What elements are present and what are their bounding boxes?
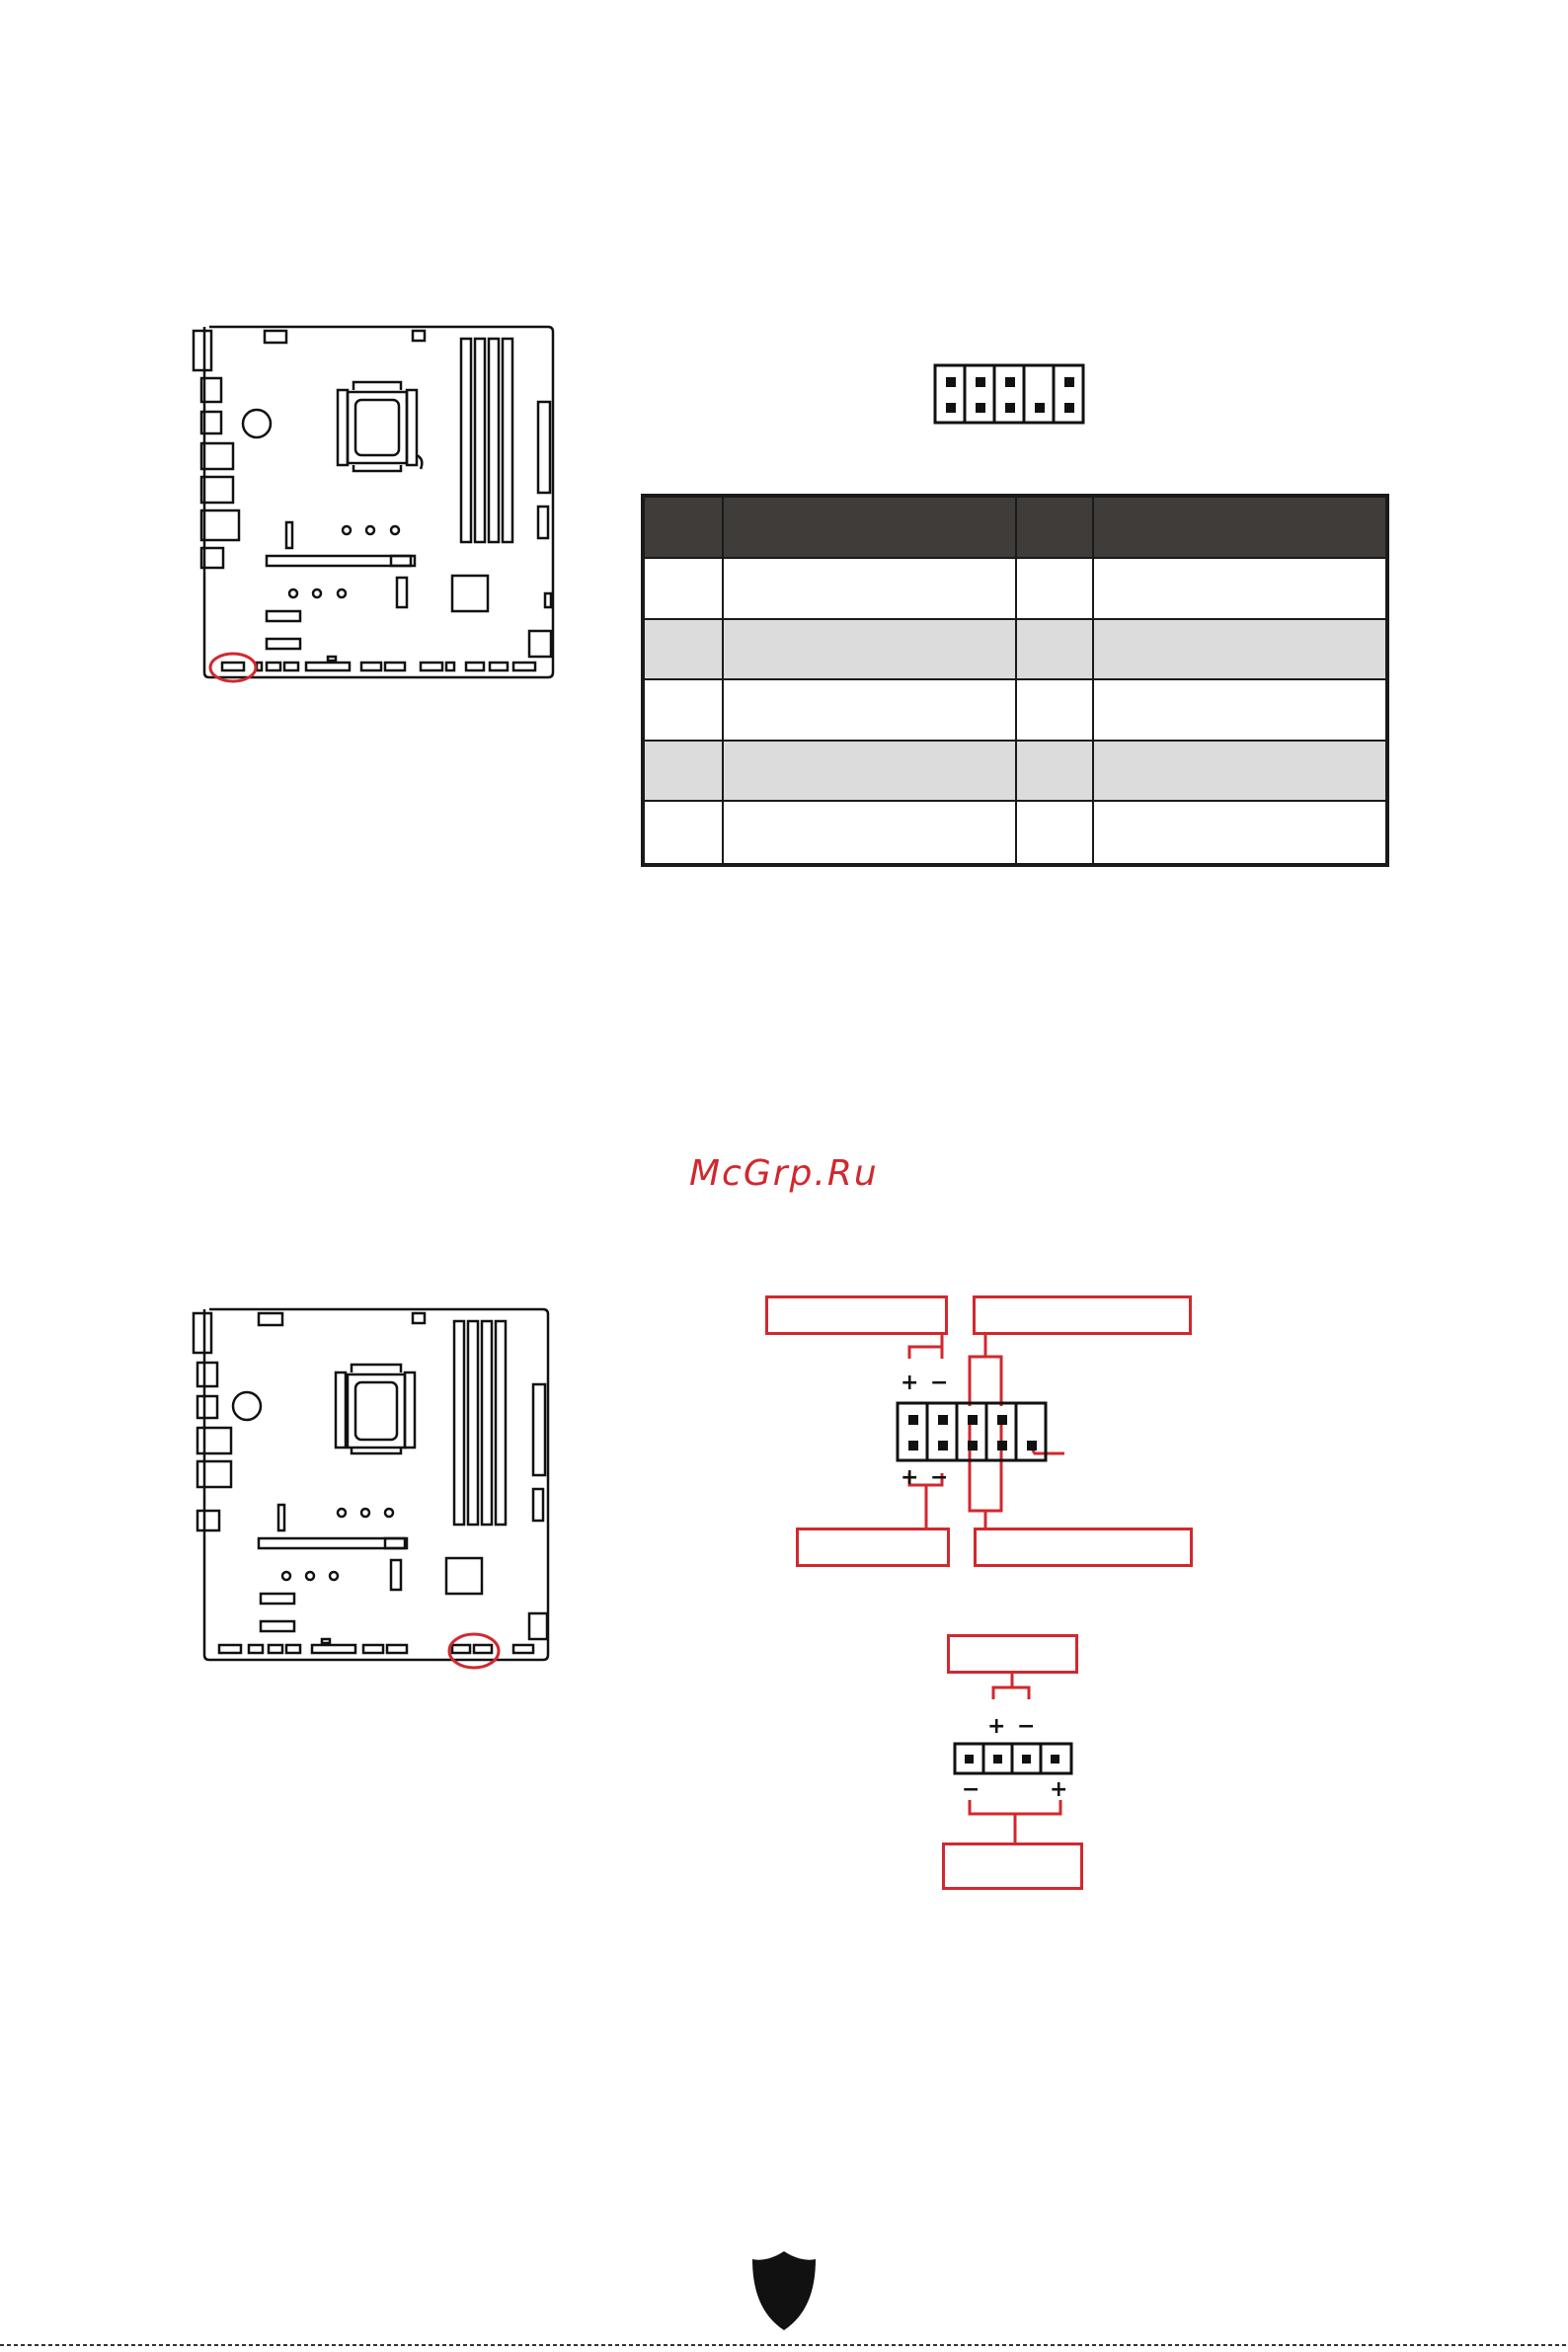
table-cell [1094, 802, 1385, 863]
pin-definition-table [641, 494, 1389, 867]
table-cell [1017, 802, 1094, 863]
motherboard-diagram-top [188, 321, 563, 686]
table-cell [645, 620, 724, 681]
table-cell [1017, 742, 1094, 803]
msi-shield-icon [750, 2249, 818, 2332]
table-cell [1094, 680, 1385, 742]
table-header-cell [724, 498, 1017, 559]
callout-header-top [947, 1634, 1078, 1674]
bottom-rule [0, 2342, 1568, 2348]
table-cell [724, 680, 1017, 742]
table-cell [1094, 742, 1385, 803]
table-cell [645, 559, 724, 620]
plus-sign: + [901, 1465, 919, 1490]
table-cell [1017, 620, 1094, 681]
callout-top-left [765, 1295, 948, 1335]
plus-sign: + [901, 1371, 919, 1395]
pin-header-9pin [933, 363, 1086, 427]
table-cell [724, 559, 1017, 620]
table-header-cell [1017, 498, 1094, 559]
table-cell [724, 742, 1017, 803]
plus-sign: + [1050, 1777, 1068, 1802]
minus-sign: − [930, 1371, 949, 1395]
plus-sign: + [987, 1714, 1006, 1739]
callout-bottom-left [796, 1528, 950, 1567]
table-header-cell [645, 498, 724, 559]
watermark-text: McGrp.Ru [689, 1153, 879, 1194]
table-cell [645, 802, 724, 863]
motherboard-diagram-bottom [188, 1303, 563, 1669]
table-cell [645, 742, 724, 803]
table-cell [1017, 680, 1094, 742]
table-cell [1094, 620, 1385, 681]
front-panel-header [896, 1401, 1049, 1464]
minus-sign: − [962, 1777, 980, 1802]
table-cell [645, 680, 724, 742]
table-cell [724, 620, 1017, 681]
table-cell [1094, 559, 1385, 620]
table-cell [1017, 559, 1094, 620]
minus-sign: − [930, 1465, 949, 1490]
callout-bottom-right [974, 1528, 1193, 1567]
speaker-header-4pin [953, 1742, 1073, 1777]
table-cell [724, 802, 1017, 863]
callout-header-bottom [942, 1842, 1083, 1890]
table-header-cell [1094, 498, 1385, 559]
minus-sign: − [1017, 1714, 1036, 1739]
callout-top-right [973, 1295, 1192, 1335]
